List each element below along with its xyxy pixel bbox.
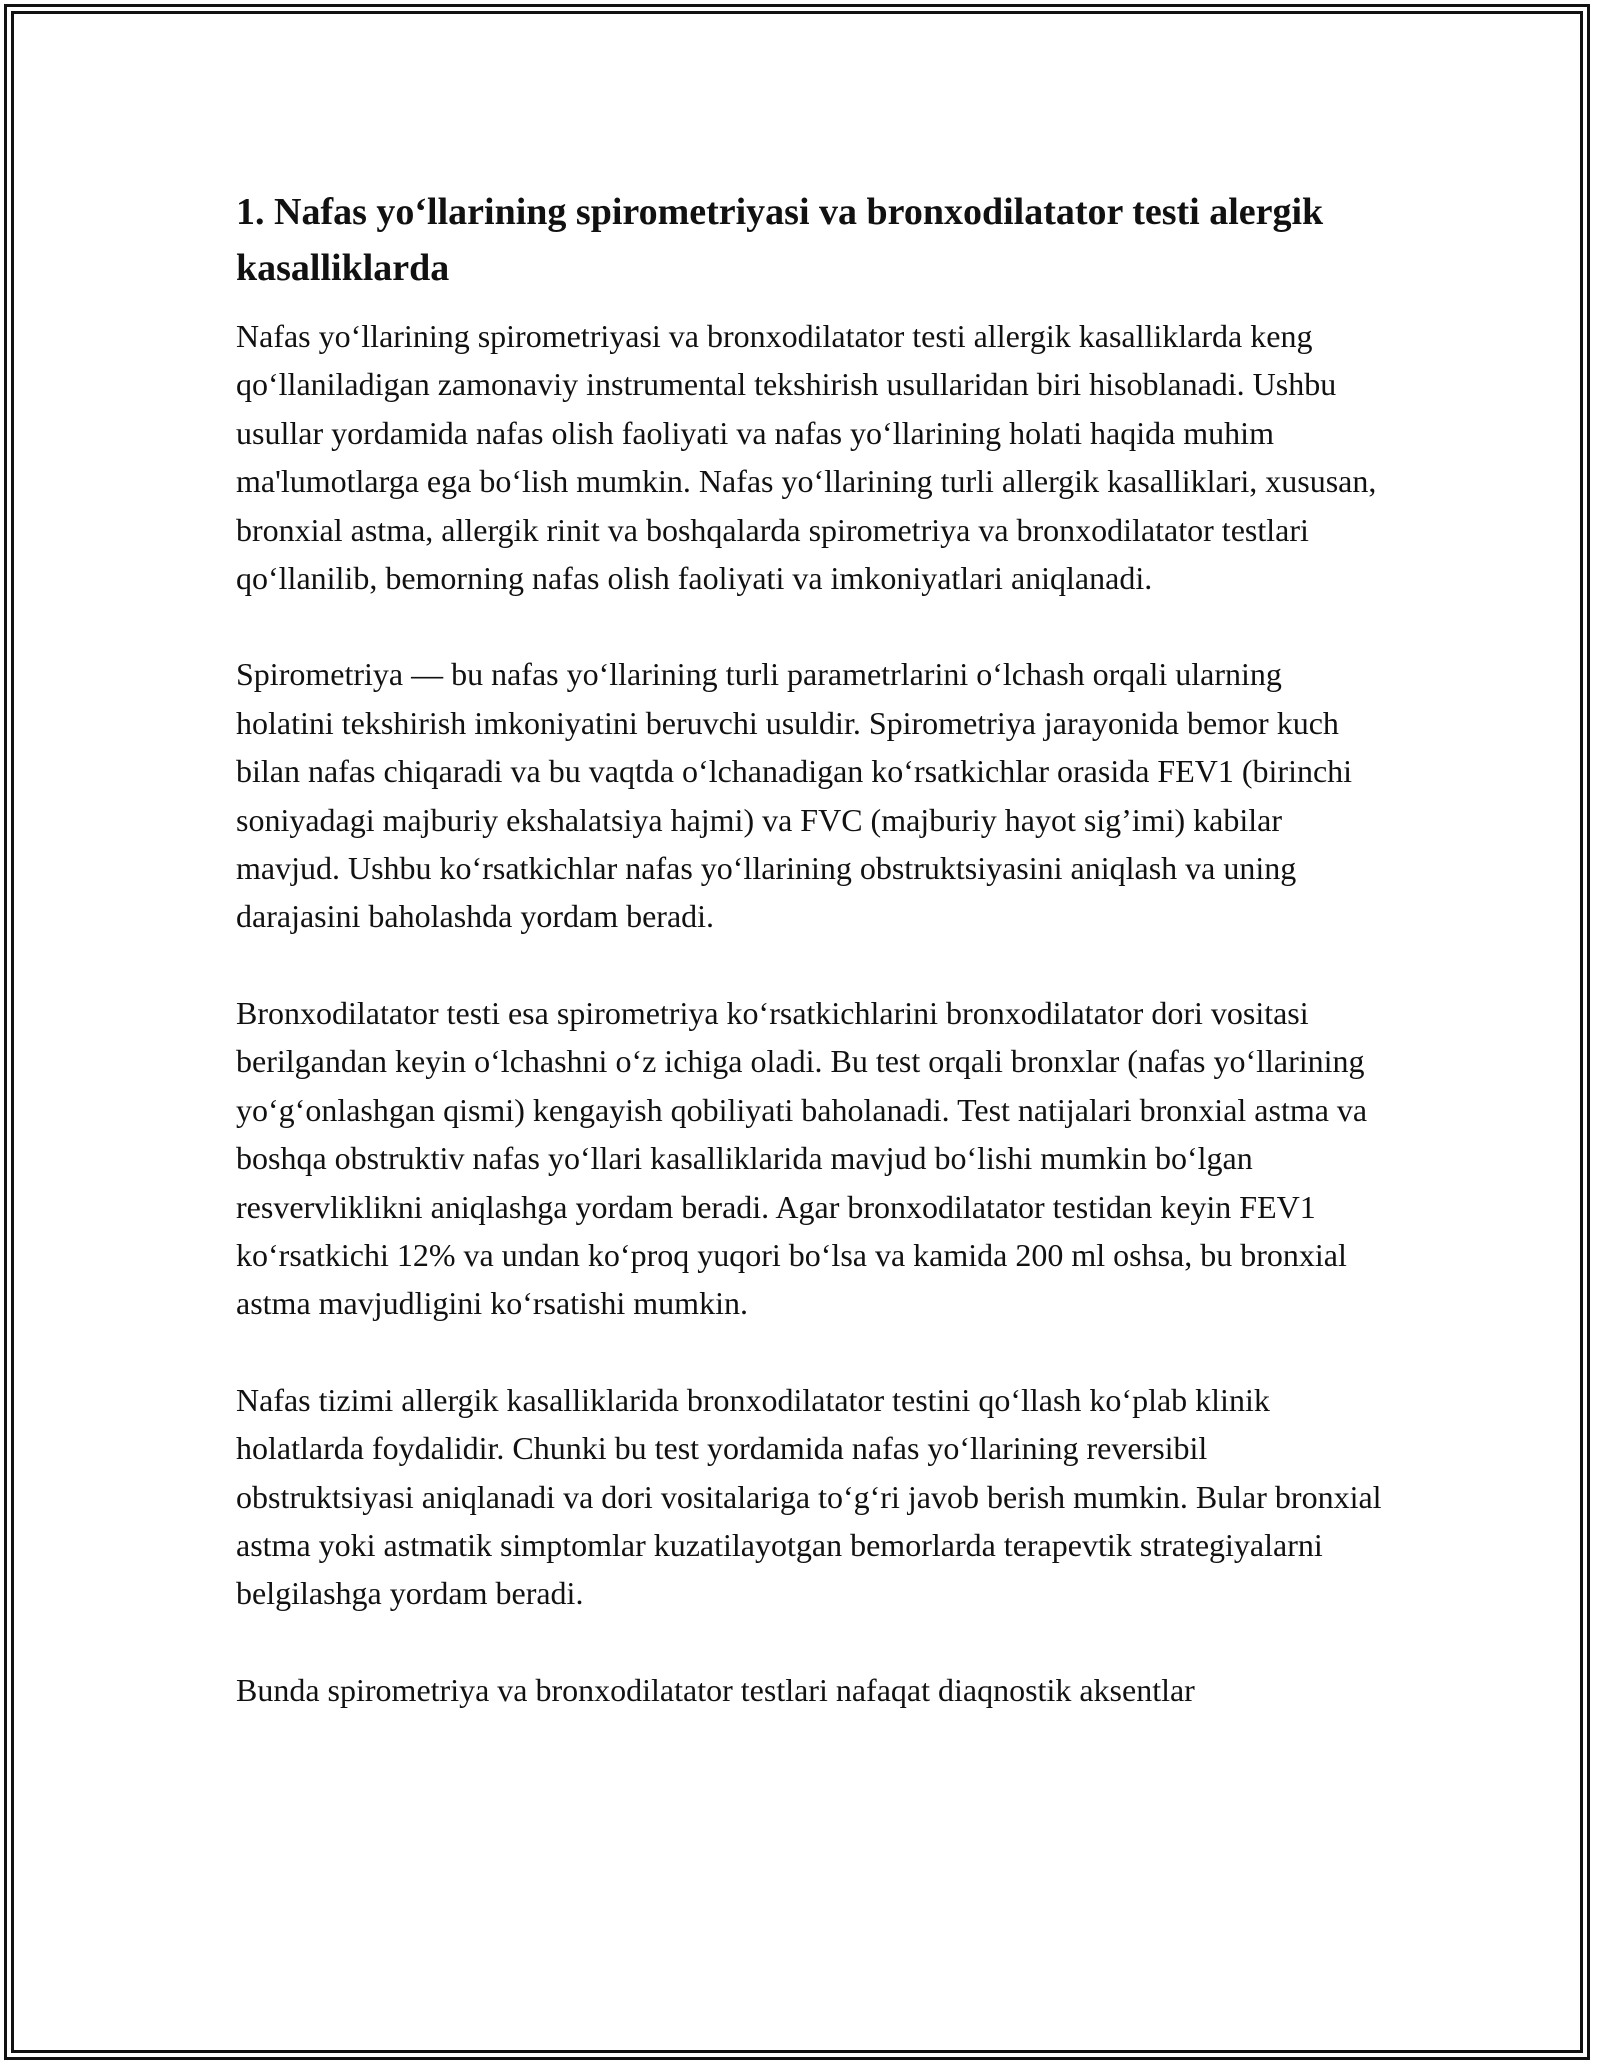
document-body <box>236 184 1386 1762</box>
paragraph-clinical-use: Nafas tizimi allergik kasalliklarida bronxodilatator testini qo‘llash ko‘plab klinik holatlarda foydalidir. Chunki bu test yordamida nafas yo‘llarining reversibil obstruktsiyasi aniqlanadi va dori vositalariga to‘g‘ri javob berish mumkin. Bular bronxial astma yoki astmatik simptomlar kuzatilayotgan bemorlarda terapevtik strategiyalarni belgilashga yordam beradi. <box>236 1381 1382 1612</box>
paragraph-continuation: Bunda spirometriya va bronxodilatator testlari nafaqat diaqnostik aksentlar <box>236 1671 1195 1708</box>
paragraph-bronchodilator-test: Bronxodilatator testi esa spirometriya ko‘rsatkichlarini bronxodilatator dori vositasi berilgandan keyin o‘lchashni o‘z ichiga oladi. Bu test orqali bronxlar (nafas yo‘llarining yo‘g‘onlashgan qismi) kengayish qobiliyati baholanadi. Test natijalari bronxial astma va boshqa obstruktiv nafas yo‘llari kasalliklarida mavjud bo‘lishi mumkin bo‘lgan resvervliklikni aniqlashga yordam beradi. Agar bronxodilatator testidan keyin FEV1 ko‘rsatkichi 12% va undan ko‘proq yuqori bo‘lsa va kamida 200 ml oshsa, bu bronxial astma mavjudligini ko‘rsatishi mumkin. <box>236 994 1368 1322</box>
paragraph-spirometry: Spirometriya — bu nafas yo‘llarining turli parametrlarini o‘lchash orqali ularning holatini tekshirish imkoniyatini beruvchi usuldir. Spirometriya jarayonida bemor kuch bilan nafas chiqaradi va bu vaqtda o‘lchanadigan ko‘rsatkichlar orasida FEV1 (birinchi soniyadagi majburiy ekshalatsiya hajmi) va FVC (majburiy hayot sig’imi) kabilar mavjud. Ushbu ko‘rsatkichlar nafas yo‘llarining obstruktsiyasini aniqlash va uning darajasini baholashda yordam beradi. <box>236 656 1353 935</box>
section-title: 1. Nafas yo‘llarining spirometriyasi va bronxodilatator testi alergik kasalliklarda <box>236 191 1324 289</box>
paragraph-intro: Nafas yo‘llarining spirometriyasi va bronxodilatator testi allergik kasalliklarda keng qo‘llaniladigan zamonaviy instrumental tekshirish usullaridan biri hisoblanadi. Ushbu usullar yordamida nafas olish faoliyati va nafas yo‘llarining holati haqida muhim ma'lumotlarga ega bo‘lish mumkin. Nafas yo‘llarining turli allergik kasalliklari, xususan, bronxial astma, allergik rinit va boshqalarda spirometriya va bronxodilatator testlari qo‘llanilib, bemorning nafas olish faoliyati va imkoniyatlari aniqlanadi. <box>236 318 1377 597</box>
